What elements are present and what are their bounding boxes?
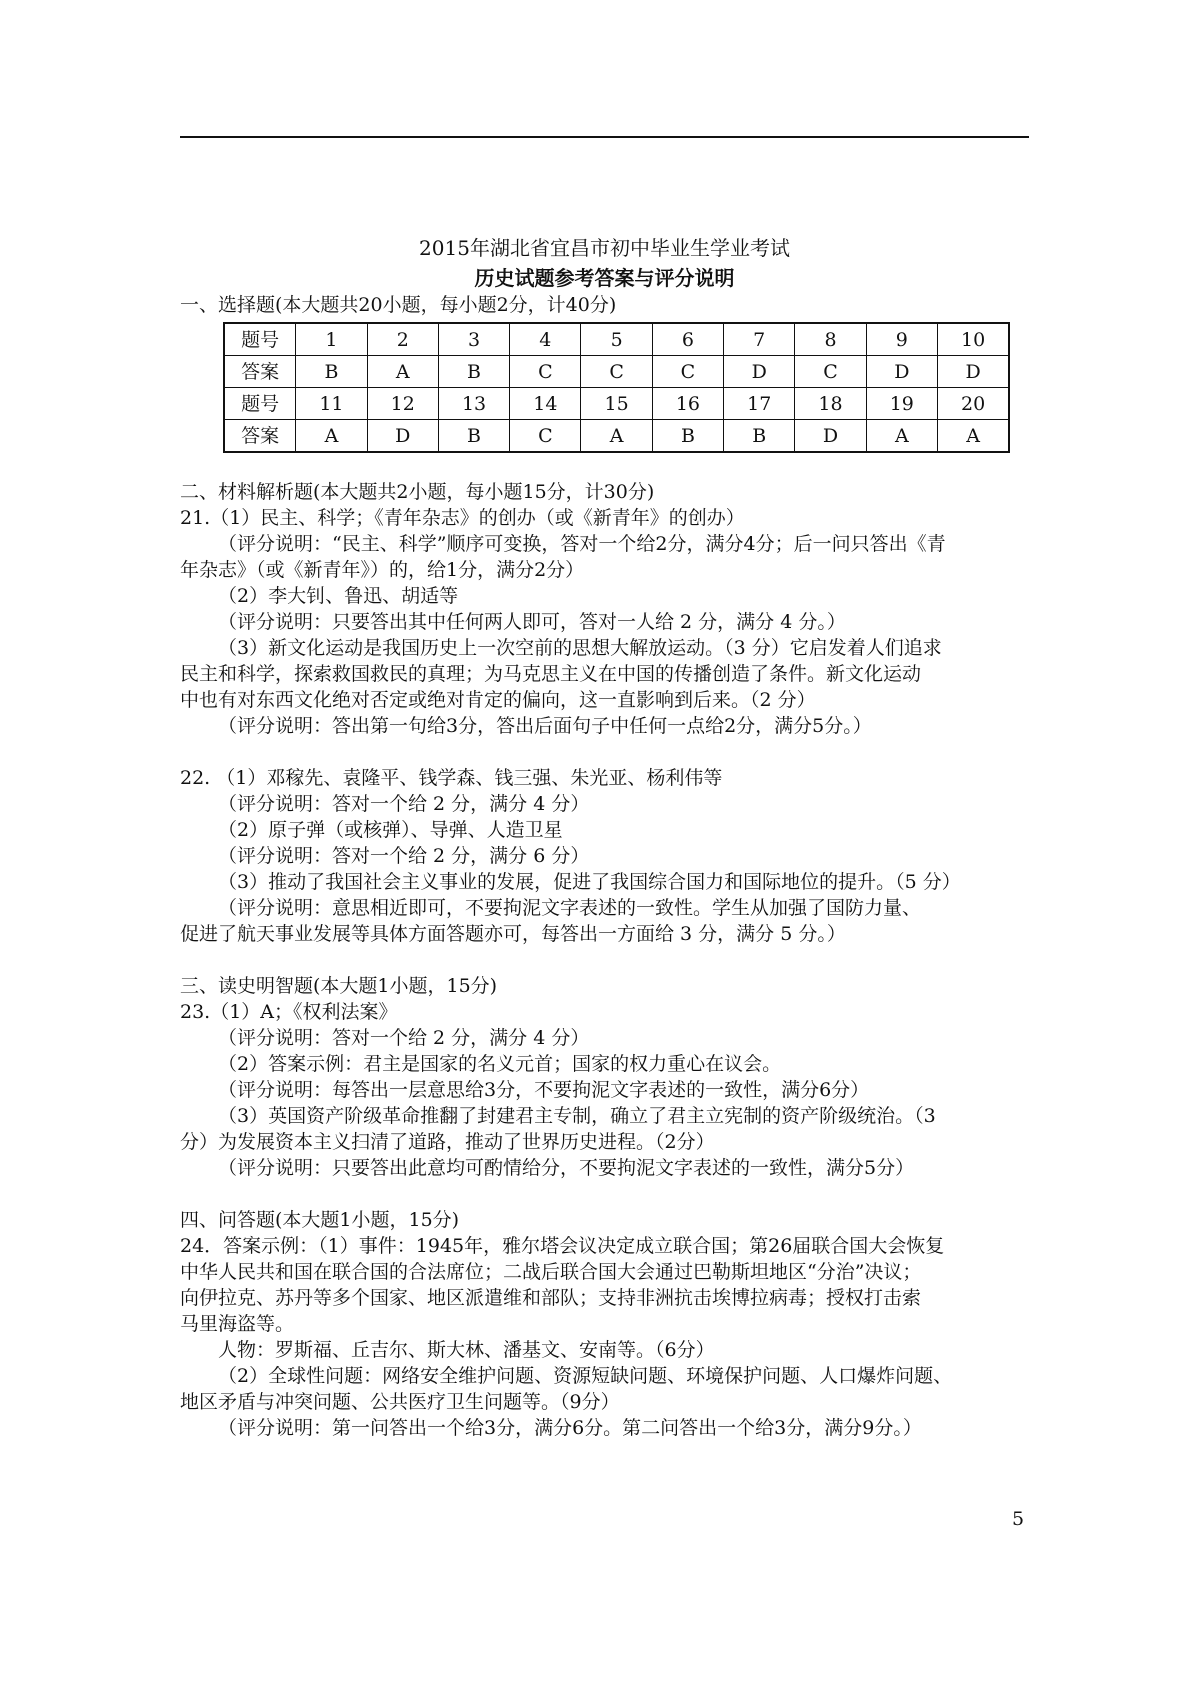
table-row-numbers-1 [224,323,1009,356]
section4-heading: 四、问答题(本大题1小题，15分) [180,1209,460,1231]
table-cell: 1 [296,323,367,356]
table-cell: A [866,420,937,453]
table-cell: B [724,420,795,453]
table-row-numbers-2 [224,388,1009,420]
table-cell: C [510,356,581,388]
q24-line: 24．答案示例：（1）事件：1945年，雅尔塔会议决定成立联合国；第26届联合国大会恢复 [180,1235,945,1257]
table-cell: A [296,420,367,453]
header-rule [180,136,1029,138]
table-cell: 10 [937,323,1009,356]
table-cell: C [652,356,723,388]
q21-line: 民主和科学，探索救国救民的真理；为马克思主义在中国的传播创造了条件。新文化运动 [180,663,922,685]
table-cell: 20 [937,388,1009,420]
q21-line: （评分说明：答出第一句给3分，答出后面句子中任何一点给2分，满分5分。） [218,715,872,737]
table-row-answers-1 [224,356,1009,388]
table-cell: 6 [652,323,723,356]
q23-line: （2）答案示例：君主是国家的名义元首；国家的权力重心在议会。 [218,1053,782,1075]
table-cell: D [937,356,1009,388]
table-cell: 18 [795,388,866,420]
q24-line: 人物：罗斯福、丘吉尔、斯大林、潘基文、安南等。（6分） [218,1339,715,1361]
section1-heading: 一、选择题(本大题共20小题，每小题2分，计40分) [180,294,617,316]
q21-line: （评分说明：“民主、科学”顺序可变换，答对一个给2分，满分4分；后一问只答出《青 [218,533,946,555]
table-row-answers-2 [224,420,1009,453]
table-cell: 9 [866,323,937,356]
table-cell: 19 [866,388,937,420]
table-cell: B [438,420,509,453]
table-cell: D [795,420,866,453]
q23-line: 分）为发展资本主义扫清了道路，推动了世界历史进程。（2分） [180,1131,715,1153]
answer-key-title: 历史试题参考答案与评分说明 [474,266,735,290]
q22-line: （2）原子弹（或核弹）、导弹、人造卫星 [218,819,563,841]
section3-heading: 三、读史明智题(本大题1小题，15分) [180,975,498,997]
table-cell: 12 [367,388,438,420]
table-cell: 16 [652,388,723,420]
q22-line: （评分说明：答对一个给 2 分，满分 6 分） [218,845,590,867]
table-cell: B [652,420,723,453]
section2-heading: 二、材料解析题(本大题共2小题，每小题15分，计30分) [180,481,655,503]
q21-line: （3）新文化运动是我国历史上一次空前的思想大解放运动。（3 分）它启发着人们追求 [218,637,942,659]
answer-table [223,322,1010,453]
document-body [180,292,1029,1441]
q21-line: 21.（1）民主、科学；《青年杂志》的创办（或《新青年》的创办） [180,507,745,529]
table-cell: 2 [367,323,438,356]
q22-line: 22. （1）邓稼先、袁隆平、钱学森、钱三强、朱光亚、杨利伟等 [180,767,723,789]
q24-line: 中华人民共和国在联合国的合法席位；二战后联合国大会通过巴勒斯坦地区“分治”决议； [180,1261,922,1283]
q21-line: （评分说明：只要答出其中任何两人即可，答对一人给 2 分，满分 4 分。） [218,611,846,633]
q22-line: 促进了航天事业发展等具体方面答题亦可，每答出一方面给 3 分，满分 5 分。） [180,923,846,945]
q23-line: 23.（1）A；《权利法案》 [180,1001,398,1023]
q22-line: （评分说明：答对一个给 2 分，满分 4 分） [218,793,590,815]
table-cell: 17 [724,388,795,420]
table-cell: 13 [438,388,509,420]
q24-line: 向伊拉克、苏丹等多个国家、地区派遣维和部队；支持非洲抗击埃博拉病毒；授权打击索 [180,1287,922,1309]
q24-line: 马里海盗等。 [180,1313,295,1335]
table-cell: C [581,356,652,388]
q23-line: （评分说明：每答出一层意思给3分，不要拘泥文字表述的一致性，满分6分） [218,1079,870,1101]
q22-line: （3）推动了我国社会主义事业的发展，促进了我国综合国力和国际地位的提升。（5 分） [218,871,961,893]
q23-line: （3）英国资产阶级革命推翻了封建君主专制，确立了君主立宪制的资产阶级统治。（3 [218,1105,936,1127]
table-cell: D [724,356,795,388]
row-label-answer: 答案 [224,420,296,453]
table-cell: 5 [581,323,652,356]
q22-line: （评分说明：意思相近即可，不要拘泥文字表述的一致性。学生从加强了国防力量、 [218,897,922,919]
table-cell: 4 [510,323,581,356]
table-cell: A [367,356,438,388]
q23-line: （评分说明：只要答出此意均可酌情给分，不要拘泥文字表述的一致性，满分5分） [218,1157,915,1179]
row-label-number: 题号 [224,323,296,356]
q21-line: （2）李大钊、鲁迅、胡适等 [218,585,459,607]
exam-title: 2015年湖北省宜昌市初中毕业生学业考试 [419,236,790,260]
row-label-answer: 答案 [224,356,296,388]
q21-line: 年杂志》（或《新青年》）的，给1分，满分2分） [180,559,585,581]
table-cell: 15 [581,388,652,420]
table-cell: D [367,420,438,453]
table-cell: A [937,420,1009,453]
table-cell: C [510,420,581,453]
q24-line: （评分说明：第一问答出一个给3分，满分6分。第二问答出一个给3分，满分9分。） [218,1417,922,1439]
q21-line: 中也有对东西文化绝对否定或绝对肯定的偏向，这一直影响到后来。（2 分） [180,689,816,711]
q24-line: （2）全球性问题：网络安全维护问题、资源短缺问题、环境保护问题、人口爆炸问题、 [218,1365,953,1387]
table-cell: 3 [438,323,509,356]
table-cell: 8 [795,323,866,356]
table-cell: 14 [510,388,581,420]
page-number: 5 [1012,1508,1025,1530]
table-cell: 11 [296,388,367,420]
table-cell: C [795,356,866,388]
table-cell: D [866,356,937,388]
table-cell: A [581,420,652,453]
row-label-number: 题号 [224,388,296,420]
table-cell: B [438,356,509,388]
table-cell: 7 [724,323,795,356]
table-cell: B [296,356,367,388]
q23-line: （评分说明：答对一个给 2 分，满分 4 分） [218,1027,590,1049]
q24-line: 地区矛盾与冲突问题、公共医疗卫生问题等。（9分） [180,1391,620,1413]
